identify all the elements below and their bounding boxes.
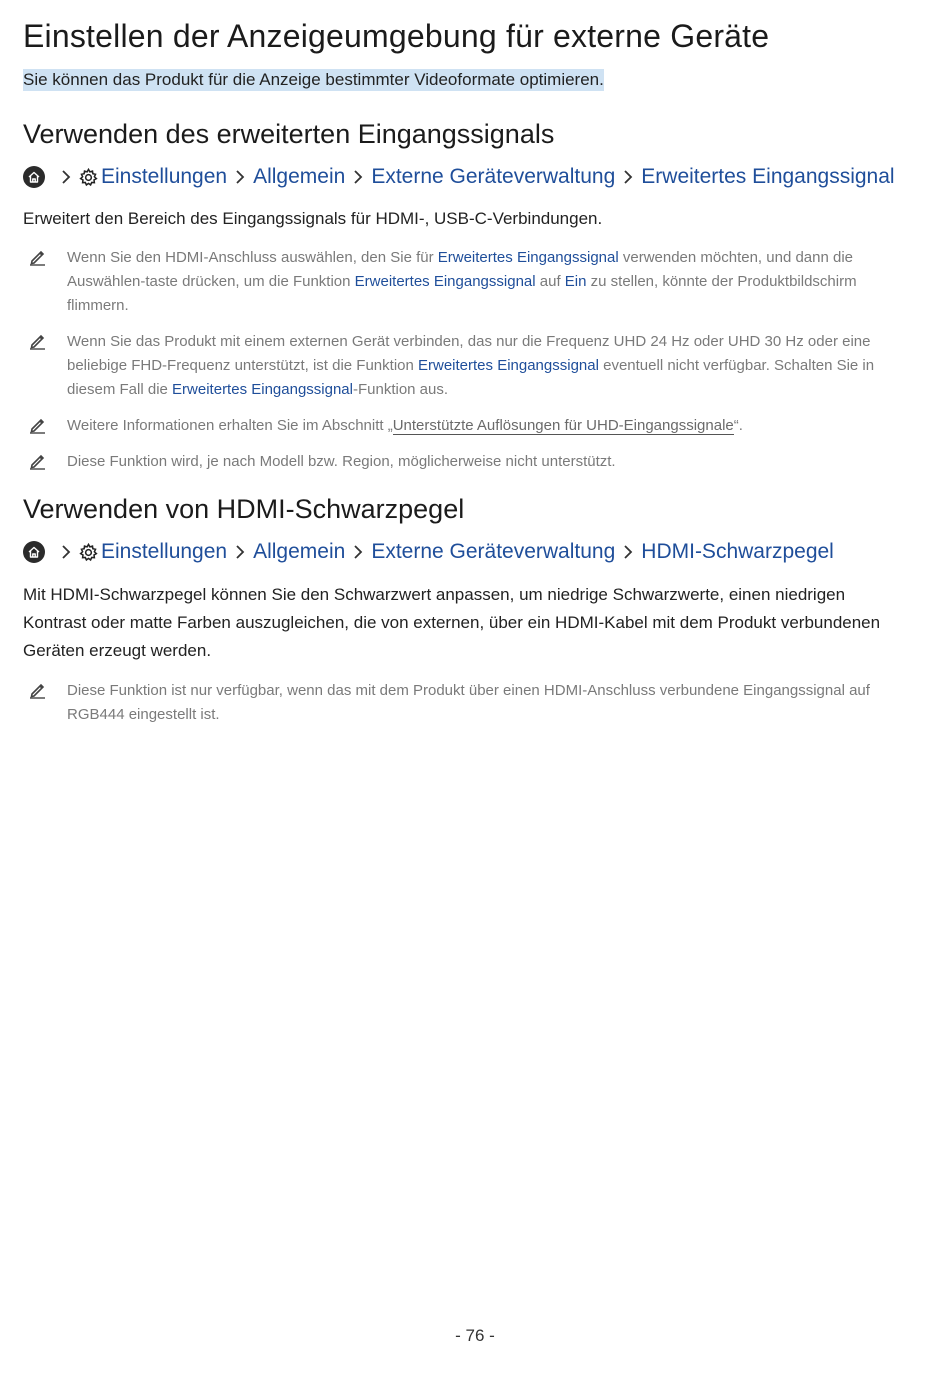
path-item-settings[interactable]: Einstellungen	[101, 540, 228, 563]
section1-heading: Verwenden des erweiterten Eingangssignals	[23, 119, 555, 149]
note-text: Wenn Sie den HDMI-Anschluss auswählen, den Sie für Erweitertes Eingangssignal verwenden möchten, und dann die Auswählen-taste drücken, um die Funktion Erweitertes Eingangssignal auf Ein zu stellen, könnte der Produktbildschirm flimmern.	[67, 249, 857, 314]
note-text: Wenn Sie das Produkt mit einem externen Gerät verbinden, das nur die Frequenz UHD 24 Hz oder UHD 30 Hz oder eine beliebige FHD-Frequenz unterstützt, ist die Funktion Erweitertes Eingangssignal eventuell nicht verfügbar. Schalten Sie in diesem Fall die Erweitertes Eingangssignal-Funktion aus.	[67, 333, 875, 398]
pencil-icon	[23, 246, 67, 266]
section1-description: Erweitert den Bereich des Eingangssignals für HDMI-, USB-C-Verbindungen.	[23, 209, 603, 228]
keyword-link: Erweitertes Eingangssignal	[354, 273, 536, 290]
keyword-link: Ein	[564, 273, 587, 290]
page-title: Einstellen der Anzeigeumgebung für externe Geräte	[23, 18, 770, 54]
keyword-link: Erweitertes Eingangssignal	[172, 381, 353, 398]
document-page	[23, 18, 903, 739]
page-subtitle: Sie können das Produkt für die Anzeige bestimmter Videoformate optimieren.	[23, 70, 604, 89]
path-item-hdmi-black-level[interactable]: HDMI-Schwarzpegel	[641, 540, 834, 563]
keyword-link: Erweitertes Eingangssignal	[437, 249, 619, 266]
path-item-general[interactable]: Allgemein	[253, 165, 346, 188]
chevron-right-icon	[353, 544, 363, 560]
note	[23, 414, 903, 438]
section1-menu-path	[23, 162, 903, 192]
chevron-right-icon	[623, 169, 633, 185]
home-icon	[23, 166, 45, 188]
note	[23, 679, 903, 727]
pencil-icon	[23, 679, 67, 699]
chevron-right-icon	[61, 169, 71, 185]
section2-heading: Verwenden von HDMI-Schwarzpegel	[23, 494, 465, 524]
pencil-icon	[23, 450, 67, 470]
path-item-input-signal-plus[interactable]: Erweitertes Eingangssignal	[641, 165, 895, 188]
pencil-icon	[23, 330, 67, 350]
chevron-right-icon	[61, 544, 71, 560]
chevron-right-icon	[235, 544, 245, 560]
note	[23, 246, 903, 318]
path-item-general[interactable]: Allgemein	[253, 540, 346, 563]
pencil-icon	[23, 414, 67, 434]
gear-icon	[79, 543, 98, 562]
home-icon	[23, 541, 45, 563]
note	[23, 450, 903, 474]
gear-icon	[79, 168, 98, 187]
keyword-link: Erweitertes Eingangssignal	[418, 357, 599, 374]
chevron-right-icon	[353, 169, 363, 185]
note-text: Diese Funktion wird, je nach Modell bzw. Region, möglicherweise nicht unterstützt.	[67, 453, 616, 470]
chevron-right-icon	[623, 544, 633, 560]
path-item-settings[interactable]: Einstellungen	[101, 165, 228, 188]
section2-menu-path	[23, 537, 903, 567]
note-text: Diese Funktion ist nur verfügbar, wenn das mit dem Produkt über einen HDMI-Anschluss verbundene Eingangssignal auf RGB444 eingestellt ist.	[67, 682, 870, 723]
cross-reference-link[interactable]: Unterstützte Auflösungen für UHD-Eingangssignale	[392, 417, 734, 434]
chevron-right-icon	[235, 169, 245, 185]
section2-description: Mit HDMI-Schwarzpegel können Sie den Schwarzwert anpassen, um niedrige Schwarzwerte, einen niedrigen Kontrast oder matte Farben auszugleichen, die von externen, über ein HDMI-Kabel mit dem Produkt verbundenen Geräten erzeugt werden.	[23, 585, 881, 660]
note	[23, 330, 903, 402]
path-item-external-device-manager[interactable]: Externe Geräteverwaltung	[371, 540, 616, 563]
page-number: - 76 -	[455, 1326, 495, 1345]
path-item-external-device-manager[interactable]: Externe Geräteverwaltung	[371, 165, 616, 188]
note-text: Weitere Informationen erhalten Sie im Abschnitt „Unterstützte Auflösungen für UHD-Eingangssignale“.	[67, 417, 743, 434]
